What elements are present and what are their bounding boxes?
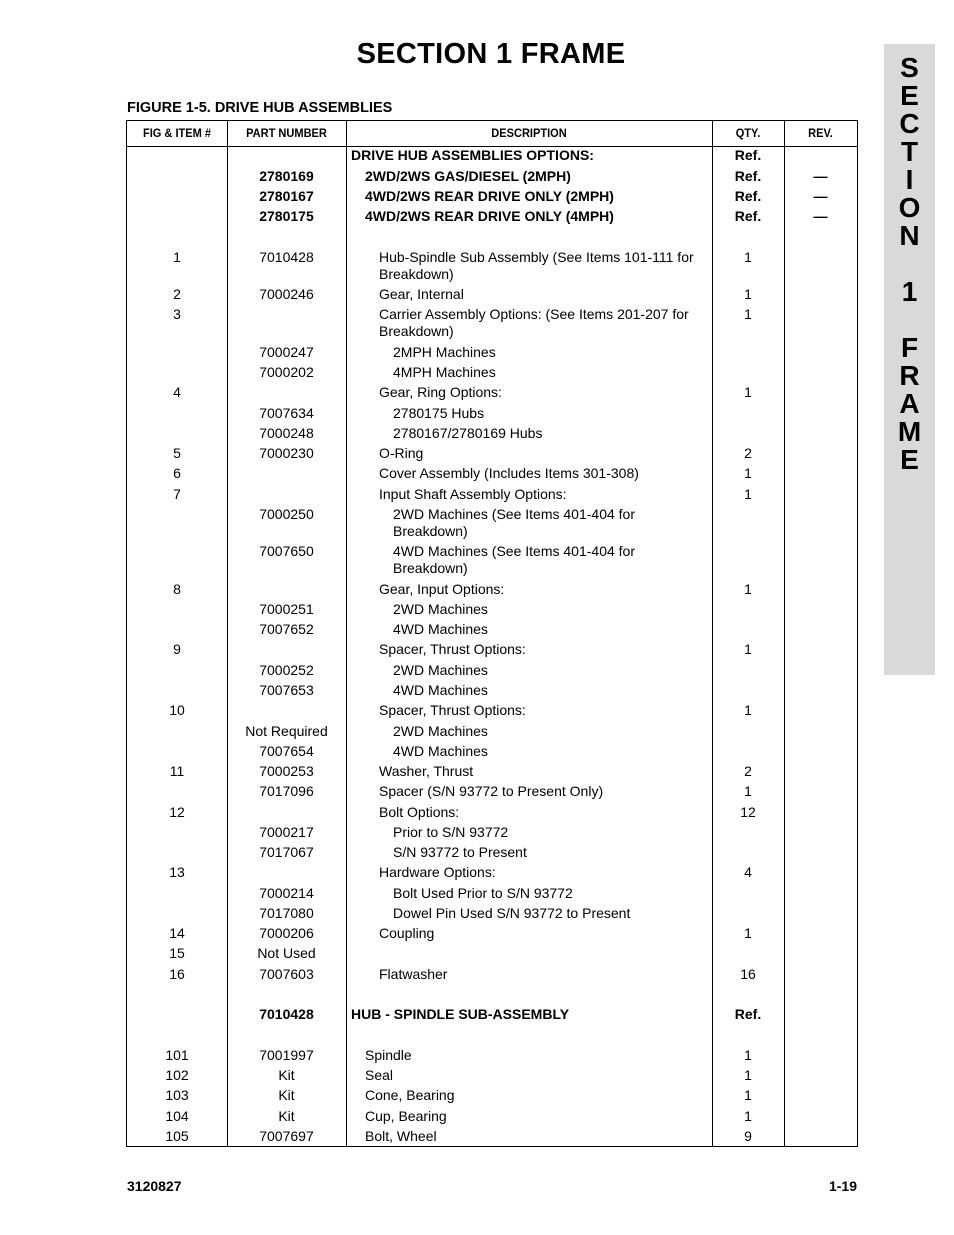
rev-cell: —: [813, 188, 828, 204]
description-cell: 2WD Machines: [393, 662, 488, 678]
qty-cell: Ref.: [734, 188, 762, 204]
column-divider: [784, 121, 785, 1146]
part-number-cell: Kit: [278, 1087, 295, 1103]
header-qty: QTY.: [735, 126, 761, 140]
part-number-cell: 7000230: [259, 445, 314, 461]
part-number-cell: 7001997: [259, 1047, 314, 1063]
fig-item-cell: 4: [173, 384, 181, 400]
description-cell: 4WD Machines: [393, 621, 488, 637]
description-cell: 2WD/2WS GAS/DIESEL (2MPH): [365, 168, 571, 184]
side-tab-letter: F: [900, 332, 919, 363]
side-tab-letter: M: [897, 416, 922, 447]
description-cell: Seal: [365, 1067, 394, 1083]
fig-item-cell: 15: [169, 945, 185, 961]
header-description: DESCRIPTION: [491, 126, 567, 140]
column-divider: [346, 121, 347, 1146]
side-tab-letter: E: [900, 80, 919, 111]
column-divider: [712, 121, 713, 1146]
part-number-cell: 7000250: [259, 506, 314, 522]
part-number-cell: 2780169: [259, 168, 314, 184]
description-cell: Cover Assembly (Includes Items 301-308): [379, 465, 639, 481]
description-cell: Input Shaft Assembly Options:: [379, 486, 567, 502]
description-cell: Gear, Ring Options:: [379, 384, 502, 400]
part-number-cell: 7000248: [259, 425, 314, 441]
description-cell: 2WD Machines (See Items 401-404 for Breakdown): [393, 506, 635, 539]
fig-item-cell: 9: [173, 641, 181, 657]
part-number-cell: 7000246: [259, 286, 314, 302]
description-cell: Gear, Input Options:: [379, 581, 505, 597]
side-tab-letter: A: [899, 388, 920, 419]
description-cell: Spacer, Thrust Options:: [379, 641, 526, 657]
description-cell: 2780167/2780169 Hubs: [393, 425, 543, 441]
fig-item-cell: 5: [173, 445, 181, 461]
qty-cell: 1: [744, 465, 752, 481]
part-number-cell: 7007697: [259, 1128, 314, 1144]
qty-cell: 1: [744, 486, 752, 502]
description-cell: Bolt Options:: [379, 804, 460, 820]
description-cell: Spacer (S/N 93772 to Present Only): [379, 783, 604, 799]
side-tab-letter: O: [898, 192, 921, 223]
description-cell: DRIVE HUB ASSEMBLIES OPTIONS:: [351, 147, 594, 163]
qty-cell: 2: [744, 445, 752, 461]
description-cell: 4MPH Machines: [393, 364, 496, 380]
figure-title: FIGURE 1-5. DRIVE HUB ASSEMBLIES: [127, 100, 393, 116]
fig-item-cell: 1: [173, 249, 181, 265]
description-cell: S/N 93772 to Present: [393, 844, 527, 860]
description-cell: Dowel Pin Used S/N 93772 to Present: [393, 905, 631, 921]
part-number-cell: Kit: [278, 1108, 295, 1124]
side-tab-letter: N: [899, 220, 920, 251]
part-number-cell: 7017067: [259, 844, 314, 860]
fig-item-cell: 11: [169, 763, 185, 779]
side-tab-letter: S: [900, 52, 919, 83]
qty-cell: 1: [744, 1067, 752, 1083]
qty-cell: 1: [744, 641, 752, 657]
fig-item-cell: 10: [169, 702, 185, 718]
parts-table: [126, 120, 858, 1147]
side-tab-letter: T: [900, 136, 919, 167]
fig-item-cell: 8: [173, 581, 181, 597]
part-number-cell: Kit: [278, 1067, 295, 1083]
part-number-cell: 7007653: [259, 682, 314, 698]
fig-item-cell: 12: [169, 804, 185, 820]
fig-item-cell: 105: [165, 1128, 189, 1144]
description-cell: 4WD Machines: [393, 682, 488, 698]
description-cell: Spindle: [365, 1047, 412, 1063]
part-number-cell: 7000217: [259, 824, 314, 840]
qty-cell: 1: [744, 249, 752, 265]
rev-cell: —: [813, 168, 828, 184]
description-cell: Cup, Bearing: [365, 1108, 447, 1124]
description-cell: Prior to S/N 93772: [393, 824, 509, 840]
qty-cell: 12: [740, 804, 756, 820]
part-number-cell: 7000253: [259, 763, 314, 779]
qty-cell: 2: [744, 763, 752, 779]
description-cell: 4WD/2WS REAR DRIVE ONLY (2MPH): [365, 188, 614, 204]
description-cell: 2WD Machines: [393, 601, 488, 617]
part-number-cell: 2780167: [259, 188, 314, 204]
side-tab-letter: 1: [901, 276, 918, 307]
part-number-cell: 7017080: [259, 905, 314, 921]
description-cell: HUB - SPINDLE SUB-ASSEMBLY: [351, 1006, 570, 1022]
part-number-cell: 7007603: [259, 966, 314, 982]
part-number-cell: 7017096: [259, 783, 314, 799]
qty-cell: 1: [744, 1047, 752, 1063]
description-cell: O-Ring: [379, 445, 424, 461]
part-number-cell: 7010428: [259, 1006, 314, 1022]
description-cell: 4WD/2WS REAR DRIVE ONLY (4MPH): [365, 208, 614, 224]
part-number-cell: 7000206: [259, 925, 314, 941]
description-cell: Coupling: [379, 925, 435, 941]
fig-item-cell: 7: [173, 486, 181, 502]
description-cell: Hardware Options:: [379, 864, 496, 880]
qty-cell: 1: [744, 1108, 752, 1124]
description-cell: Cone, Bearing: [365, 1087, 455, 1103]
description-cell: 4WD Machines: [393, 743, 488, 759]
qty-cell: Ref.: [734, 147, 762, 163]
description-cell: Gear, Internal: [379, 286, 464, 302]
fig-item-cell: 16: [169, 966, 185, 982]
document-number: 3120827: [127, 1178, 182, 1194]
fig-item-cell: 2: [173, 286, 181, 302]
side-tab-letter: R: [899, 360, 920, 391]
description-cell: Hub-Spindle Sub Assembly (See Items 101-111 for Breakdown): [379, 249, 694, 282]
side-tab-letter: I: [905, 164, 914, 195]
part-number-cell: 7007652: [259, 621, 314, 637]
fig-item-cell: 104: [165, 1108, 189, 1124]
description-cell: Washer, Thrust: [379, 763, 474, 779]
fig-item-cell: 6: [173, 465, 181, 481]
description-cell: Spacer, Thrust Options:: [379, 702, 526, 718]
side-tab-letter: E: [900, 444, 919, 475]
rev-cell: —: [813, 208, 828, 224]
description-cell: 2WD Machines: [393, 723, 488, 739]
header-fig-item: FIG & ITEM #: [142, 126, 212, 140]
header-part-number: PART NUMBER: [246, 126, 327, 140]
fig-item-cell: 13: [169, 864, 185, 880]
description-cell: Bolt, Wheel: [365, 1128, 437, 1144]
part-number-cell: 7007654: [259, 743, 314, 759]
qty-cell: Ref.: [734, 208, 762, 224]
section-side-tab: [884, 44, 935, 675]
description-cell: Bolt Used Prior to S/N 93772: [393, 885, 573, 901]
qty-cell: 9: [744, 1128, 752, 1144]
part-number-cell: 7007634: [259, 405, 314, 421]
part-number-cell: 2780175: [259, 208, 314, 224]
qty-cell: 1: [744, 702, 752, 718]
header-rev: REV.: [808, 126, 833, 140]
part-number-cell: 7000251: [259, 601, 314, 617]
part-number-cell: 7000247: [259, 344, 314, 360]
description-cell: Flatwasher: [379, 966, 448, 982]
fig-item-cell: 14: [169, 925, 185, 941]
qty-cell: Ref.: [734, 168, 762, 184]
fig-item-cell: 102: [165, 1067, 189, 1083]
qty-cell: Ref.: [734, 1006, 762, 1022]
page-number: 1-19: [828, 1178, 857, 1194]
part-number-cell: 7000202: [259, 364, 314, 380]
description-cell: 2780175 Hubs: [393, 405, 485, 421]
description-cell: 2MPH Machines: [393, 344, 496, 360]
description-cell: 4WD Machines (See Items 401-404 for Breakdown): [393, 543, 635, 576]
fig-item-cell: 101: [165, 1047, 189, 1063]
qty-cell: 1: [744, 581, 752, 597]
fig-item-cell: 103: [165, 1087, 189, 1103]
side-tab-letter: C: [899, 108, 920, 139]
part-number-cell: Not Used: [257, 945, 316, 961]
fig-item-cell: 3: [173, 306, 181, 322]
qty-cell: 1: [744, 306, 752, 322]
qty-cell: 1: [744, 1087, 752, 1103]
qty-cell: 1: [744, 384, 752, 400]
part-number-cell: 7000252: [259, 662, 314, 678]
qty-cell: 1: [744, 783, 752, 799]
part-number-cell: 7007650: [259, 543, 314, 559]
qty-cell: 16: [740, 966, 756, 982]
qty-cell: 1: [744, 925, 752, 941]
qty-cell: 1: [744, 286, 752, 302]
description-cell: Carrier Assembly Options: (See Items 201-207 for Breakdown): [379, 306, 689, 339]
qty-cell: 4: [744, 864, 752, 880]
part-number-cell: 7010428: [259, 249, 314, 265]
section-title: SECTION 1 FRAME: [356, 38, 626, 70]
part-number-cell: 7000214: [259, 885, 314, 901]
part-number-cell: Not Required: [245, 723, 328, 739]
